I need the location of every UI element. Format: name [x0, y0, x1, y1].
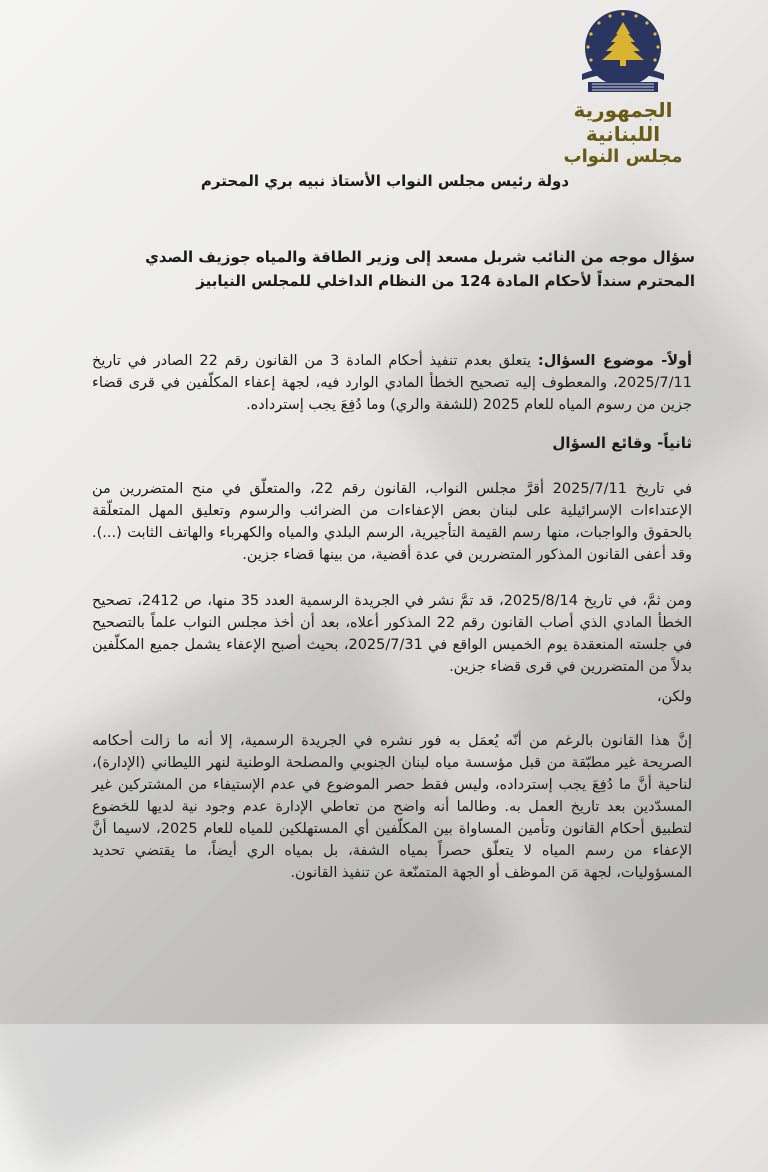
parliament-name: مجلس النواب [563, 146, 683, 167]
section-1-label: أولاً- موضوع السؤال: [537, 353, 693, 369]
republic-name: الجمهورية اللبنانية [573, 98, 673, 146]
section-1-paragraph [92, 350, 692, 416]
cedar-emblem-icon [568, 8, 678, 96]
facts-paragraph-4: إنَّ هذا القانون بالرغم من أنّه يُعمَل به فور نشره في الجريدة الرسمية، إلا أنه ما زالت أحكامه الصريحة غير مطبّقة من قبل مؤسسة مياه لبنان الجنوبي والمصلحة الوطنية لنهر الليطاني (الإدارة)، لناحية أنَّ ما دُفِعَ يجب إسترداده، وليس فقط حصر الموضوع في عدم الإستيفاء من المشتركين غير المسدّدين بعد تاريخ العمل به. وطالما أنه واضح من تعاطي الإدارة عدم وجود نية لديها للخضوع لتطبيق أحكام القانون وتأمين المساواة بين المكلّفين أي المستهلكين للمياه للعام 2025، لاسيما أنَّ الإعفاء من رسم المياه لا يتعلّق حصراً بمياه الشفة، بل بمياه الري أيضاً، ما يقتضي تحديد المسؤوليات، لجهة مَن الموظف أو الجهة المتمنّعة عن تنفيذ القانون. [92, 733, 692, 881]
parliament-logo [548, 8, 698, 167]
section-2-heading: ثانياً- وقائع السؤال [552, 434, 692, 452]
question-subject: سؤال موجه من النائب شربل مسعد إلى وزير الطاقة والمياه جوزيف الصدي المحترم سنداً لأحكام المادة 124 من النظام الداخلي للمجلس النيابيز [145, 248, 695, 290]
facts-paragraph-3: ولكن، [656, 689, 692, 705]
section-1-text: يتعلق بعدم تنفيذ أحكام المادة 3 من القانون رقم 22 الصادر في تاريخ 2025/7/11، والمعطوف إليه تصحيح الخطأ المادي الوارد فيه، لجهة إعفاء المكلّفين في قرى قضاء جزين من رسوم المياه للعام 2025 (للشفة والري) وما دُفِعَ يجب إسترداده. [92, 353, 692, 413]
facts-paragraph-1: في تاريخ 2025/7/11 أقرَّ مجلس النواب، القانون رقم 22، والمتعلّق في منح المتضررين من الإعتداءات الإسرائيلية على لبنان بعض الإعفاءات من الضرائب والرسوم وتعليق المهل المتعلّقة بالحقوق والواجبات، منها رسم القيمة التأجيرية، الرسم البلدي والمياه والكهرباء والهاتف الثابت (...). وقد أعفى القانون المذكور المتضررين في عدة أقضية، من بينها قضاء جزين. [92, 481, 692, 563]
facts-paragraph-2: ومن ثمَّ، في تاريخ 2025/8/14، قد تمَّ نشر في الجريدة الرسمية العدد 35 منها، ص 2412، تصحيح الخطأ المادي الذي أصاب القانون رقم 22 المذكور أعلاه، بعد أن أخذ مجلس النواب علماً بالتصحيح في جلسته المنعقدة يوم الخميس الواقع في 2025/7/31، بحيث أصبح الإعفاء يشمل جميع المكلّفين بدلاً من المتضررين في قرى قضاء جزين. [92, 593, 693, 675]
addressee-line: دولة رئيس مجلس النواب الأستاذ نبيه بري المحترم [200, 172, 570, 190]
